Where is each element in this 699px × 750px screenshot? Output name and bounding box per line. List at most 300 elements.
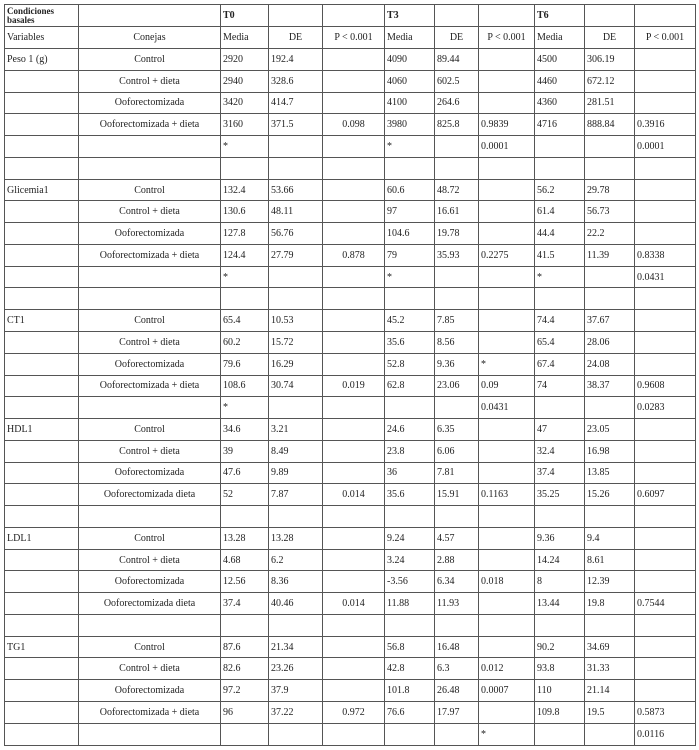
table-row (5, 419, 696, 441)
t6-media-cell: 74.4 (535, 310, 585, 332)
t0-media-cell: 37.4 (221, 593, 269, 615)
t3-de-cell: 825.8 (435, 114, 479, 136)
t3-media-cell (385, 157, 435, 179)
t6-de-cell: 34.69 (585, 636, 635, 658)
t6-p-cell: 0.0001 (635, 136, 696, 158)
t0-media-cell: 2920 (221, 49, 269, 71)
corner-header: Condiciones basales (5, 5, 79, 27)
variable-cell (5, 136, 79, 158)
t3-de-cell: 6.06 (435, 440, 479, 462)
t3-p-cell (479, 201, 535, 223)
t0-de-cell: 8.36 (269, 571, 323, 593)
t3-media-cell (385, 288, 435, 310)
table-row (5, 484, 696, 506)
table-row (5, 440, 696, 462)
t0-media-cell: 60.2 (221, 331, 269, 353)
variable-cell (5, 680, 79, 702)
group-cell: Ooforectomizada + dieta (79, 244, 221, 266)
t0-de-cell: 192.4 (269, 49, 323, 71)
t6-p-cell (635, 571, 696, 593)
t6-p-cell: 0.3916 (635, 114, 696, 136)
t6-p-cell (635, 440, 696, 462)
t6-de-cell: 306.19 (585, 49, 635, 71)
t6-p-cell (635, 506, 696, 528)
subheader-cell: P < 0.001 (323, 27, 385, 49)
t3-de-cell: 16.61 (435, 201, 479, 223)
group-cell: Ooforectomizada dieta (79, 593, 221, 615)
t0-de-cell (269, 288, 323, 310)
t6-de-cell: 37.67 (585, 310, 635, 332)
variable-cell: Peso 1 (g) (5, 49, 79, 71)
t3-media-cell: 36 (385, 462, 435, 484)
t3-media-cell: 35.6 (385, 484, 435, 506)
t0-de-cell: 13.28 (269, 527, 323, 549)
t6-p-cell (635, 658, 696, 680)
t0-p-cell: 0.014 (323, 484, 385, 506)
t3-de-cell: 15.91 (435, 484, 479, 506)
subheader-cell: DE (269, 27, 323, 49)
t3-de-cell (435, 614, 479, 636)
t3-p-cell (479, 702, 535, 724)
variable-cell: Glicemia1 (5, 179, 79, 201)
t3-p-cell (479, 223, 535, 245)
t0-p-cell: 0.014 (323, 593, 385, 615)
variable-cell (5, 157, 79, 179)
t6-p-cell: 0.0431 (635, 266, 696, 288)
group-cell: Control + dieta (79, 201, 221, 223)
t0-media-cell: 87.6 (221, 636, 269, 658)
group-cell: Ooforectomizada + dieta (79, 375, 221, 397)
t6-media-cell (535, 288, 585, 310)
t6-de-cell (585, 397, 635, 419)
t6-media-cell: 8 (535, 571, 585, 593)
group-cell: Control + dieta (79, 549, 221, 571)
group-cell: Control (79, 310, 221, 332)
t3-media-cell: 23.8 (385, 440, 435, 462)
subheader-cell: P < 0.001 (479, 27, 535, 49)
header-empty (79, 5, 221, 27)
t0-de-cell: 53.66 (269, 179, 323, 201)
t0-de-cell (269, 614, 323, 636)
variable-cell (5, 571, 79, 593)
t0-de-cell (269, 723, 323, 745)
t3-de-cell: 6.34 (435, 571, 479, 593)
t3-media-cell (385, 397, 435, 419)
t6-de-cell: 15.26 (585, 484, 635, 506)
t3-p-cell (479, 549, 535, 571)
t0-media-cell: 39 (221, 440, 269, 462)
t6-media-cell: 9.36 (535, 527, 585, 549)
subheader-cell: Media (385, 27, 435, 49)
t6-media-cell: 110 (535, 680, 585, 702)
t6-media-cell: 44.4 (535, 223, 585, 245)
t6-media-cell: 65.4 (535, 331, 585, 353)
t6-p-cell (635, 419, 696, 441)
group-cell: Control (79, 636, 221, 658)
t6-p-cell (635, 223, 696, 245)
t0-p-cell (323, 331, 385, 353)
table-row (5, 266, 696, 288)
group-cell (79, 397, 221, 419)
t0-p-cell (323, 49, 385, 71)
results-table (4, 4, 696, 746)
t3-de-cell: 7.81 (435, 462, 479, 484)
t0-p-cell (323, 397, 385, 419)
t6-media-cell: 4500 (535, 49, 585, 71)
t0-p-cell (323, 353, 385, 375)
t6-de-cell (585, 266, 635, 288)
variable-cell: CT1 (5, 310, 79, 332)
table-row (5, 614, 696, 636)
t0-media-cell: 108.6 (221, 375, 269, 397)
table-row (5, 462, 696, 484)
t0-p-cell (323, 549, 385, 571)
t6-de-cell: 19.8 (585, 593, 635, 615)
t3-de-cell (435, 506, 479, 528)
t0-media-cell: * (221, 266, 269, 288)
t3-p-cell: * (479, 353, 535, 375)
group-cell (79, 614, 221, 636)
t3-p-cell (479, 506, 535, 528)
t6-media-cell (535, 136, 585, 158)
t0-p-cell (323, 614, 385, 636)
t6-p-cell (635, 353, 696, 375)
variable-cell (5, 723, 79, 745)
t0-p-cell (323, 201, 385, 223)
header-empty (635, 5, 696, 27)
t3-media-cell: * (385, 266, 435, 288)
group-cell: Control + dieta (79, 70, 221, 92)
t6-de-cell (585, 288, 635, 310)
t0-p-cell (323, 440, 385, 462)
variable-cell (5, 266, 79, 288)
variable-cell (5, 658, 79, 680)
t3-p-cell (479, 614, 535, 636)
t3-media-cell: 45.2 (385, 310, 435, 332)
t6-de-cell: 31.33 (585, 658, 635, 680)
t3-media-cell: 60.6 (385, 179, 435, 201)
variable-cell (5, 702, 79, 724)
subheader-cell: DE (585, 27, 635, 49)
t0-p-cell (323, 527, 385, 549)
table-row (5, 288, 696, 310)
t6-de-cell: 22.2 (585, 223, 635, 245)
t0-media-cell: 13.28 (221, 527, 269, 549)
t6-p-cell (635, 288, 696, 310)
group-cell: Ooforectomizada dieta (79, 484, 221, 506)
t3-de-cell: 264.6 (435, 92, 479, 114)
t6-de-cell (585, 157, 635, 179)
t0-p-cell (323, 179, 385, 201)
group-cell: Ooforectomizada (79, 462, 221, 484)
group-cell: Ooforectomizada (79, 571, 221, 593)
table-row (5, 397, 696, 419)
t6-p-cell (635, 527, 696, 549)
t6-media-cell: 74 (535, 375, 585, 397)
t6-de-cell: 16.98 (585, 440, 635, 462)
t0-media-cell: 2940 (221, 70, 269, 92)
t0-media-cell: 3420 (221, 92, 269, 114)
t6-media-cell: 109.8 (535, 702, 585, 724)
t0-de-cell: 414.7 (269, 92, 323, 114)
t6-de-cell: 29.78 (585, 179, 635, 201)
t3-media-cell: 24.6 (385, 419, 435, 441)
t0-media-cell: 4.68 (221, 549, 269, 571)
t0-de-cell (269, 397, 323, 419)
t6-p-cell (635, 49, 696, 71)
group-cell (79, 723, 221, 745)
t0-media-cell (221, 157, 269, 179)
table-row (5, 506, 696, 528)
t3-p-cell (479, 527, 535, 549)
t6-p-cell: 0.7544 (635, 593, 696, 615)
t3-p-cell (479, 593, 535, 615)
t6-p-cell (635, 310, 696, 332)
t0-p-cell (323, 506, 385, 528)
table-row (5, 114, 696, 136)
t3-de-cell: 26.48 (435, 680, 479, 702)
t0-p-cell: 0.972 (323, 702, 385, 724)
t3-de-cell: 19.78 (435, 223, 479, 245)
t6-media-cell: 4460 (535, 70, 585, 92)
t0-de-cell: 27.79 (269, 244, 323, 266)
group-cell: Control (79, 419, 221, 441)
t6-p-cell (635, 157, 696, 179)
table-row (5, 157, 696, 179)
t0-de-cell (269, 157, 323, 179)
t6-p-cell (635, 680, 696, 702)
table-row (5, 49, 696, 71)
group-cell: Ooforectomizada (79, 223, 221, 245)
t0-p-cell (323, 70, 385, 92)
t0-p-cell (323, 462, 385, 484)
t0-p-cell (323, 680, 385, 702)
t3-de-cell: 2.88 (435, 549, 479, 571)
t6-media-cell: 41.5 (535, 244, 585, 266)
t6-de-cell: 21.14 (585, 680, 635, 702)
t6-media-cell: 32.4 (535, 440, 585, 462)
header-empty (435, 5, 479, 27)
t3-media-cell: 56.8 (385, 636, 435, 658)
t0-media-cell: 52 (221, 484, 269, 506)
table-row (5, 375, 696, 397)
t0-de-cell: 21.34 (269, 636, 323, 658)
t0-p-cell (323, 157, 385, 179)
variable-cell (5, 244, 79, 266)
t6-p-cell: 0.0283 (635, 397, 696, 419)
variable-cell (5, 288, 79, 310)
t3-p-cell (479, 70, 535, 92)
group-cell: Ooforectomizada (79, 92, 221, 114)
header-t0: T0 (221, 5, 269, 27)
t3-de-cell: 6.35 (435, 419, 479, 441)
table-row (5, 680, 696, 702)
t6-p-cell: 0.8338 (635, 244, 696, 266)
t6-p-cell (635, 614, 696, 636)
t0-media-cell: 127.8 (221, 223, 269, 245)
t6-de-cell (585, 614, 635, 636)
t0-de-cell: 10.53 (269, 310, 323, 332)
t3-de-cell: 89.44 (435, 49, 479, 71)
t0-de-cell (269, 266, 323, 288)
table-row (5, 331, 696, 353)
variable-cell (5, 114, 79, 136)
t6-media-cell (535, 506, 585, 528)
t6-media-cell (535, 157, 585, 179)
t0-media-cell: * (221, 136, 269, 158)
t6-p-cell (635, 549, 696, 571)
variable-cell (5, 506, 79, 528)
table-row (5, 636, 696, 658)
t3-p-cell: * (479, 723, 535, 745)
t0-p-cell (323, 636, 385, 658)
variable-cell (5, 440, 79, 462)
t0-media-cell (221, 506, 269, 528)
t0-de-cell: 37.9 (269, 680, 323, 702)
t3-media-cell: 97 (385, 201, 435, 223)
t6-media-cell: * (535, 266, 585, 288)
table-row (5, 702, 696, 724)
group-cell: Control (79, 527, 221, 549)
t0-media-cell: 82.6 (221, 658, 269, 680)
group-cell: Ooforectomizada + dieta (79, 702, 221, 724)
variable-cell (5, 223, 79, 245)
t6-media-cell: 14.24 (535, 549, 585, 571)
t0-de-cell (269, 136, 323, 158)
t6-p-cell (635, 179, 696, 201)
t3-de-cell: 23.06 (435, 375, 479, 397)
t6-media-cell (535, 723, 585, 745)
t0-p-cell (323, 419, 385, 441)
t0-de-cell: 9.89 (269, 462, 323, 484)
t3-media-cell: 3980 (385, 114, 435, 136)
t0-de-cell: 15.72 (269, 331, 323, 353)
header-t6: T6 (535, 5, 585, 27)
t0-media-cell: 65.4 (221, 310, 269, 332)
t3-p-cell: 0.9839 (479, 114, 535, 136)
t3-de-cell (435, 397, 479, 419)
table-row (5, 571, 696, 593)
t3-media-cell: 4060 (385, 70, 435, 92)
t0-media-cell: 12.56 (221, 571, 269, 593)
t3-p-cell (479, 440, 535, 462)
t3-p-cell (479, 636, 535, 658)
t6-de-cell: 56.73 (585, 201, 635, 223)
subheader-cell: P < 0.001 (635, 27, 696, 49)
group-cell: Ooforectomizada (79, 680, 221, 702)
t3-p-cell: 0.018 (479, 571, 535, 593)
t3-de-cell: 8.56 (435, 331, 479, 353)
t6-media-cell: 47 (535, 419, 585, 441)
t3-media-cell: 11.88 (385, 593, 435, 615)
t6-media-cell: 67.4 (535, 353, 585, 375)
table-row (5, 549, 696, 571)
t3-p-cell: 0.0007 (479, 680, 535, 702)
variable-cell (5, 397, 79, 419)
group-cell: Control + dieta (79, 331, 221, 353)
t3-media-cell: -3.56 (385, 571, 435, 593)
t0-de-cell: 40.46 (269, 593, 323, 615)
t6-de-cell: 28.06 (585, 331, 635, 353)
t0-p-cell (323, 92, 385, 114)
t0-de-cell: 30.74 (269, 375, 323, 397)
t3-de-cell: 16.48 (435, 636, 479, 658)
t3-p-cell (479, 288, 535, 310)
t0-media-cell: 132.4 (221, 179, 269, 201)
t3-p-cell (479, 49, 535, 71)
t0-de-cell: 328.6 (269, 70, 323, 92)
table-row (5, 201, 696, 223)
t0-p-cell (323, 310, 385, 332)
t6-de-cell: 23.05 (585, 419, 635, 441)
t3-media-cell: 3.24 (385, 549, 435, 571)
table-row (5, 658, 696, 680)
t0-de-cell: 16.29 (269, 353, 323, 375)
t3-de-cell: 7.85 (435, 310, 479, 332)
t0-p-cell: 0.019 (323, 375, 385, 397)
t3-p-cell: 0.0431 (479, 397, 535, 419)
t6-de-cell: 19.5 (585, 702, 635, 724)
group-cell (79, 136, 221, 158)
t6-de-cell: 672.12 (585, 70, 635, 92)
t6-p-cell (635, 92, 696, 114)
t3-de-cell: 11.93 (435, 593, 479, 615)
variable-cell: TG1 (5, 636, 79, 658)
header-empty (479, 5, 535, 27)
t6-media-cell: 56.2 (535, 179, 585, 201)
t3-media-cell: 4090 (385, 49, 435, 71)
t0-media-cell: 34.6 (221, 419, 269, 441)
t3-p-cell (479, 462, 535, 484)
t0-media-cell: 124.4 (221, 244, 269, 266)
t0-p-cell: 0.878 (323, 244, 385, 266)
t3-media-cell: 42.8 (385, 658, 435, 680)
table-row (5, 527, 696, 549)
table-row (5, 244, 696, 266)
t6-de-cell (585, 136, 635, 158)
group-cell: Control + dieta (79, 658, 221, 680)
t3-de-cell: 6.3 (435, 658, 479, 680)
t6-p-cell (635, 636, 696, 658)
t0-media-cell: 3160 (221, 114, 269, 136)
t0-media-cell: 96 (221, 702, 269, 724)
t3-media-cell: 79 (385, 244, 435, 266)
t0-p-cell (323, 136, 385, 158)
t0-media-cell: 97.2 (221, 680, 269, 702)
t6-de-cell: 9.4 (585, 527, 635, 549)
table-row (5, 179, 696, 201)
group-cell (79, 288, 221, 310)
t3-p-cell (479, 310, 535, 332)
t6-media-cell: 4360 (535, 92, 585, 114)
t3-media-cell (385, 614, 435, 636)
variable-cell: HDL1 (5, 419, 79, 441)
variable-cell (5, 70, 79, 92)
variable-cell (5, 331, 79, 353)
t0-de-cell: 48.11 (269, 201, 323, 223)
table-row (5, 723, 696, 745)
t6-de-cell: 12.39 (585, 571, 635, 593)
t3-de-cell: 35.93 (435, 244, 479, 266)
t6-de-cell (585, 723, 635, 745)
header-empty (323, 5, 385, 27)
t0-media-cell (221, 614, 269, 636)
t6-de-cell: 38.37 (585, 375, 635, 397)
t0-p-cell (323, 723, 385, 745)
table-row (5, 310, 696, 332)
t3-de-cell: 17.97 (435, 702, 479, 724)
t0-p-cell (323, 658, 385, 680)
